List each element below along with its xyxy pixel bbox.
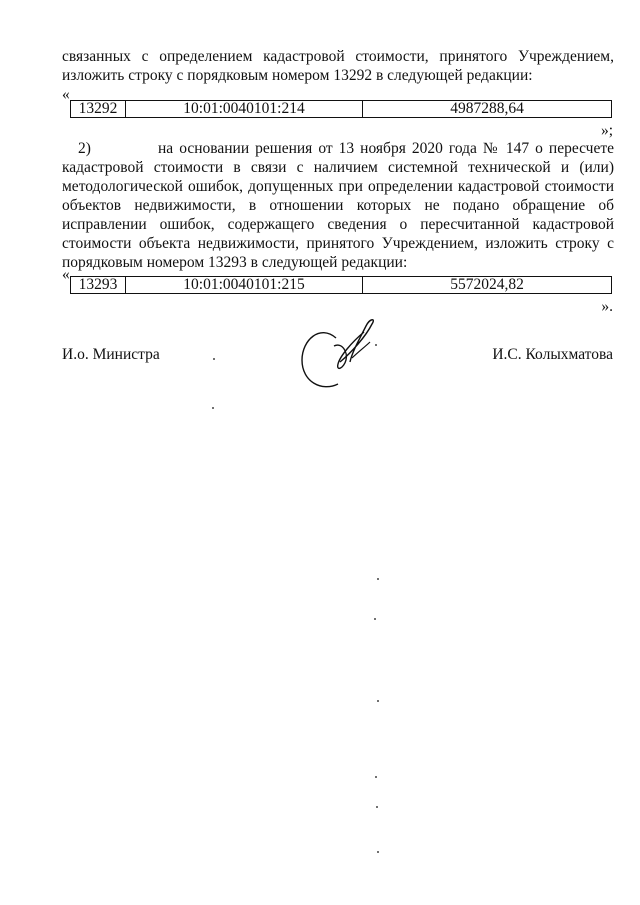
- paragraph-1-line-2: изложить строку с порядковым номером 13292 в следующей редакции:: [62, 67, 533, 84]
- cadastral-value-cell: 5572024,82: [363, 277, 612, 294]
- open-quote-1: «: [62, 86, 70, 103]
- handwritten-signature: [296, 312, 386, 394]
- scan-speck: [375, 344, 377, 346]
- scan-speck: [376, 806, 378, 808]
- paragraph-2-line-4: объектов недвижимости, в отношении которых не подано обращение об: [62, 197, 614, 214]
- cadastral-number-cell: 10:01:0040101:215: [126, 277, 363, 294]
- table-row-13293: [70, 276, 612, 294]
- scan-speck: [212, 407, 214, 409]
- paragraph-1-line-1: связанных с определением кадастровой стоимости, принятого Учреждением,: [62, 48, 614, 65]
- paragraph-2-first-line: на основании решения от 13 ноября 2020 года № 147 о пересчете: [158, 140, 614, 157]
- close-quote-1: »;: [600, 122, 613, 139]
- scan-speck: [374, 618, 376, 620]
- table-row-13292: [70, 100, 612, 118]
- signatory-name: И.С. Колыхматова: [492, 346, 613, 363]
- scan-speck: [213, 358, 215, 360]
- cadastral-number-cell: 10:01:0040101:214: [126, 101, 363, 118]
- open-quote-2: «: [62, 266, 70, 283]
- paragraph-2-line-6: стоимости объекта недвижимости, принятого Учреждением, изложить строку с: [62, 235, 614, 252]
- cadastral-value-cell: 4987288,64: [363, 101, 612, 118]
- scan-speck: [377, 578, 379, 580]
- paragraph-2-line-1: [62, 139, 614, 159]
- paragraph-2-line-3: методологической ошибок, допущенных при определении кадастровой стоимости: [62, 178, 614, 195]
- row-number-cell: 13293: [71, 277, 126, 294]
- scan-speck: [377, 700, 379, 702]
- scan-speck: [377, 851, 379, 853]
- signatory-position: И.о. Министра: [62, 346, 160, 363]
- paragraph-2-line-2: кадастровой стоимости в связи с наличием системной технической и (или): [62, 159, 614, 176]
- paragraph-2-line-7: порядковым номером 13293 в следующей редакции:: [62, 254, 408, 271]
- item-number: 2): [78, 140, 91, 157]
- row-number-cell: 13292: [71, 101, 126, 118]
- scan-speck: [375, 776, 377, 778]
- paragraph-2-line-5: исправлении ошибок, содержащего сведения о пересчитанной кадастровой: [62, 216, 614, 233]
- close-quote-2: ».: [601, 298, 613, 315]
